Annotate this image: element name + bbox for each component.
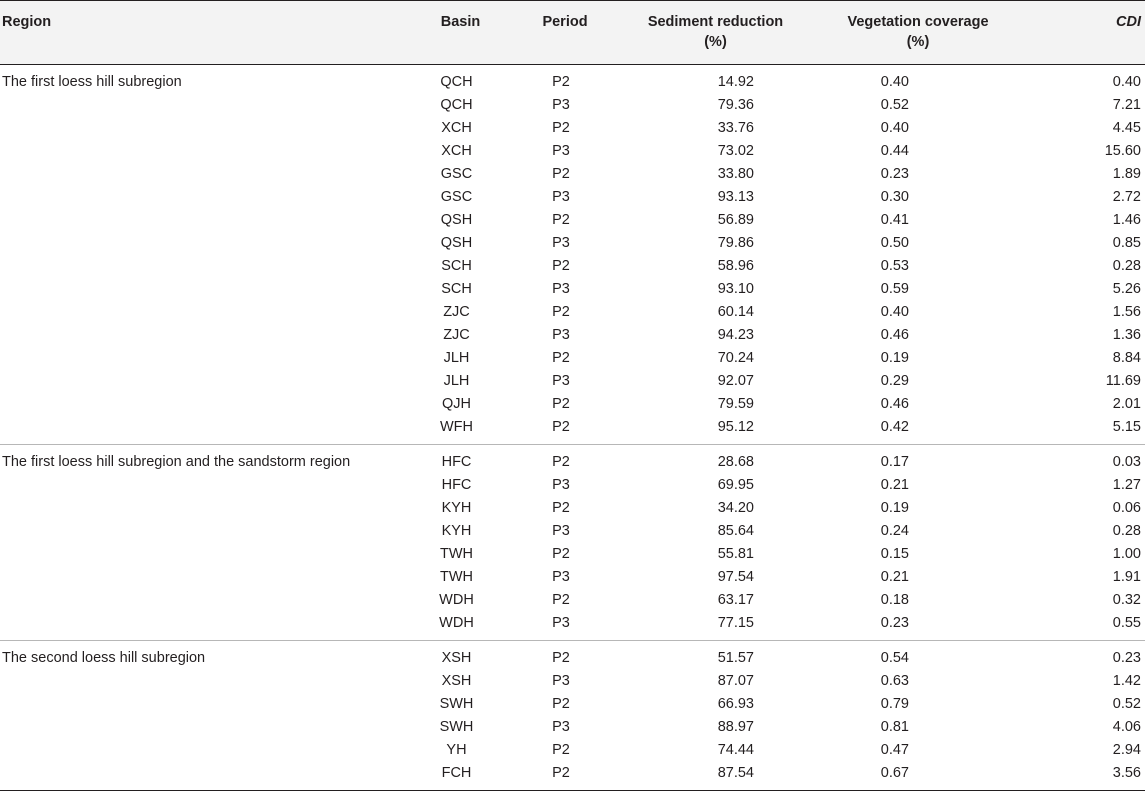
vegetation-coverage-cell: 0.63 <box>880 673 909 689</box>
basin-cell: XSH <box>441 650 472 666</box>
cdi-cell: 1.56 <box>1112 304 1141 320</box>
table-row <box>0 612 1145 641</box>
region-cell <box>0 693 408 716</box>
basin-cell: FCH <box>441 765 472 781</box>
table-row <box>0 232 1145 255</box>
vegetation-coverage-cell: 0.15 <box>880 546 909 562</box>
basin-cell: WDH <box>439 615 474 631</box>
cdi-cell: 0.06 <box>1112 500 1141 516</box>
sediment-reduction-cell: 69.95 <box>717 477 754 493</box>
period-cell: P3 <box>552 327 570 343</box>
basin-cell: JLH <box>443 350 470 366</box>
cdi-cell: 1.42 <box>1112 673 1141 689</box>
region-cell <box>0 186 408 209</box>
cdi-cell: 1.46 <box>1112 212 1141 228</box>
cdi-cell: 5.15 <box>1112 419 1141 435</box>
cdi-cell: 0.55 <box>1112 615 1141 631</box>
basin-cell: GSC <box>440 189 473 205</box>
period-cell: P2 <box>552 765 570 781</box>
vegetation-coverage-cell: 0.53 <box>880 258 909 274</box>
period-cell: P2 <box>552 166 570 182</box>
table-row <box>0 716 1145 739</box>
cdi-cell: 0.28 <box>1112 258 1141 274</box>
region-cell <box>0 497 408 520</box>
sediment-reduction-cell: 79.59 <box>717 396 754 412</box>
vegetation-coverage-cell: 0.21 <box>880 569 909 585</box>
cdi-cell: 0.40 <box>1112 74 1141 90</box>
vegetation-coverage-cell: 0.67 <box>880 765 909 781</box>
table-row <box>0 543 1145 566</box>
period-cell: P2 <box>552 350 570 366</box>
region-cell <box>0 140 408 163</box>
sediment-reduction-cell: 73.02 <box>717 143 754 159</box>
period-cell: P2 <box>552 546 570 562</box>
period-cell: P3 <box>552 615 570 631</box>
cdi-cell: 0.28 <box>1112 523 1141 539</box>
vegetation-coverage-cell: 0.79 <box>880 696 909 712</box>
vegetation-coverage-cell: 0.24 <box>880 523 909 539</box>
vegetation-coverage-cell: 0.52 <box>880 97 909 113</box>
period-cell: P3 <box>552 235 570 251</box>
cdi-cell: 2.72 <box>1112 189 1141 205</box>
vegetation-coverage-cell: 0.41 <box>880 212 909 228</box>
basin-cell: XSH <box>441 673 472 689</box>
vegetation-coverage-cell: 0.19 <box>880 500 909 516</box>
vegetation-coverage-cell: 0.29 <box>880 373 909 389</box>
cdi-cell: 15.60 <box>1104 143 1141 159</box>
vegetation-coverage-cell: 0.17 <box>880 454 909 470</box>
vegetation-coverage-cell: 0.54 <box>880 650 909 666</box>
region-cell <box>0 716 408 739</box>
period-cell: P2 <box>552 592 570 608</box>
basin-cell: QCH <box>440 97 473 113</box>
region-group <box>0 65 1145 445</box>
header-cdi: CDI <box>1116 14 1141 30</box>
sediment-reduction-cell: 14.92 <box>717 74 754 90</box>
cdi-cell: 1.91 <box>1112 569 1141 585</box>
vegetation-coverage-cell: 0.21 <box>880 477 909 493</box>
cdi-cell: 5.26 <box>1112 281 1141 297</box>
period-cell: P3 <box>552 97 570 113</box>
table-row <box>0 117 1145 140</box>
region-cell <box>0 416 408 445</box>
sediment-reduction-cell: 94.23 <box>717 327 754 343</box>
table-row <box>0 163 1145 186</box>
sediment-reduction-cell: 70.24 <box>717 350 754 366</box>
sediment-reduction-cell: 58.96 <box>717 258 754 274</box>
region-cell <box>0 393 408 416</box>
basin-cell: WFH <box>439 419 473 435</box>
header-vegetation-coverage <box>800 1 992 65</box>
sediment-reduction-cell: 56.89 <box>717 212 754 228</box>
table-row <box>0 739 1145 762</box>
cdi-cell: 2.01 <box>1112 396 1141 412</box>
sediment-reduction-cell: 87.07 <box>717 673 754 689</box>
region-cell <box>0 94 408 117</box>
table-row <box>0 393 1145 416</box>
region-cell <box>0 612 408 641</box>
period-cell: P2 <box>552 304 570 320</box>
sediment-reduction-cell: 93.13 <box>717 189 754 205</box>
table-row <box>0 762 1145 791</box>
table-header <box>0 1 1145 65</box>
table-row <box>0 301 1145 324</box>
sediment-reduction-cell: 95.12 <box>717 419 754 435</box>
table-row <box>0 566 1145 589</box>
vegetation-coverage-cell: 0.40 <box>880 120 909 136</box>
table-row <box>0 324 1145 347</box>
period-cell: P3 <box>552 673 570 689</box>
basin-cell: XCH <box>441 120 472 136</box>
cdi-cell: 1.89 <box>1112 166 1141 182</box>
sediment-reduction-cell: 55.81 <box>717 546 754 562</box>
vegetation-coverage-cell: 0.81 <box>880 719 909 735</box>
basin-cell: ZJC <box>443 327 470 343</box>
table-row <box>0 589 1145 612</box>
basin-cell: HFC <box>441 454 472 470</box>
table-row <box>0 520 1145 543</box>
header-period: Period <box>542 14 588 30</box>
region-cell <box>0 739 408 762</box>
cdi-cell: 1.27 <box>1112 477 1141 493</box>
basin-cell: QSH <box>440 235 473 251</box>
period-cell: P3 <box>552 477 570 493</box>
vegetation-coverage-cell: 0.23 <box>880 166 909 182</box>
region-cell <box>0 670 408 693</box>
period-cell: P3 <box>552 719 570 735</box>
sediment-reduction-cell: 97.54 <box>717 569 754 585</box>
period-cell: P2 <box>552 650 570 666</box>
sediment-reduction-cell: 33.76 <box>717 120 754 136</box>
period-cell: P3 <box>552 189 570 205</box>
table-row <box>0 255 1145 278</box>
basin-cell: SCH <box>441 258 472 274</box>
region-cell <box>0 370 408 393</box>
table-row <box>0 474 1145 497</box>
basin-cell: KYH <box>441 500 472 516</box>
region-cell <box>0 232 408 255</box>
period-cell: P2 <box>552 419 570 435</box>
basin-cell: TWH <box>439 569 473 585</box>
header-region: Region <box>2 14 52 30</box>
vegetation-coverage-cell: 0.47 <box>880 742 909 758</box>
region-cell <box>0 347 408 370</box>
cdi-cell: 0.32 <box>1112 592 1141 608</box>
region-cell <box>0 117 408 140</box>
region-cell <box>0 278 408 301</box>
basin-cell: SWH <box>439 719 474 735</box>
period-cell: P2 <box>552 500 570 516</box>
sediment-reduction-cell: 87.54 <box>717 765 754 781</box>
header-sediment-line2: (%) <box>704 34 727 50</box>
period-cell: P2 <box>552 212 570 228</box>
cdi-cell: 11.69 <box>1105 373 1141 389</box>
region-cell <box>0 762 408 791</box>
period-cell: P2 <box>552 454 570 470</box>
table-row <box>0 140 1145 163</box>
cdi-cell: 0.85 <box>1112 235 1141 251</box>
vegetation-coverage-cell: 0.40 <box>880 304 909 320</box>
region-cell <box>0 324 408 347</box>
header-row <box>0 1 1145 65</box>
table-row <box>0 670 1145 693</box>
period-cell: P3 <box>552 373 570 389</box>
cdi-cell: 0.52 <box>1112 696 1141 712</box>
cdi-cell: 4.06 <box>1112 719 1141 735</box>
basin-cell: YH <box>446 742 467 758</box>
sediment-reduction-cell: 77.15 <box>717 615 754 631</box>
table-row <box>0 416 1145 445</box>
cdi-cell: 1.00 <box>1112 546 1141 562</box>
sediment-reduction-cell: 60.14 <box>717 304 754 320</box>
table-row <box>0 278 1145 301</box>
region-group <box>0 445 1145 641</box>
period-cell: P2 <box>552 742 570 758</box>
sediment-reduction-cell: 66.93 <box>717 696 754 712</box>
sediment-reduction-cell: 92.07 <box>717 373 754 389</box>
cdi-cell: 7.21 <box>1112 97 1141 113</box>
region-cell: The first loess hill subregion and the sandstorm region <box>2 454 351 470</box>
sediment-reduction-cell: 51.57 <box>717 650 754 666</box>
vegetation-coverage-cell: 0.44 <box>880 143 909 159</box>
table-row <box>0 641 1145 671</box>
header-sediment-line1: Sediment reduction <box>647 14 784 30</box>
cdi-cell: 0.23 <box>1112 650 1141 666</box>
sediment-reduction-cell: 85.64 <box>717 523 754 539</box>
cdi-cell: 3.56 <box>1112 765 1141 781</box>
sediment-reduction-cell: 33.80 <box>717 166 754 182</box>
table-row <box>0 65 1145 95</box>
region-cell <box>0 589 408 612</box>
period-cell: P2 <box>552 396 570 412</box>
region-group <box>0 641 1145 791</box>
vegetation-coverage-cell: 0.40 <box>880 74 909 90</box>
header-vegetation-line1: Vegetation coverage <box>847 14 989 30</box>
vegetation-coverage-cell: 0.30 <box>880 189 909 205</box>
table-row <box>0 693 1145 716</box>
header-sediment-reduction <box>617 1 800 65</box>
period-cell: P2 <box>552 696 570 712</box>
sediment-reduction-cell: 34.20 <box>717 500 754 516</box>
basin-cell: QCH <box>440 74 473 90</box>
vegetation-coverage-cell: 0.46 <box>880 327 909 343</box>
region-cell <box>0 255 408 278</box>
sediment-reduction-cell: 79.86 <box>717 235 754 251</box>
header-vegetation-line2: (%) <box>906 34 930 50</box>
region-cell <box>0 209 408 232</box>
sediment-reduction-cell: 28.68 <box>717 454 754 470</box>
basin-cell: WDH <box>439 592 474 608</box>
header-basin: Basin <box>440 14 481 30</box>
table-row <box>0 370 1145 393</box>
table-row <box>0 497 1145 520</box>
period-cell: P2 <box>552 258 570 274</box>
basin-cell: JLH <box>443 373 470 389</box>
period-cell: P3 <box>552 281 570 297</box>
cdi-cell: 4.45 <box>1112 120 1141 136</box>
region-cell: The second loess hill subregion <box>2 650 206 666</box>
region-cell <box>0 163 408 186</box>
cdi-cell: 8.84 <box>1112 350 1141 366</box>
table-row <box>0 186 1145 209</box>
basin-cell: QJH <box>442 396 471 412</box>
basin-cell: QSH <box>440 212 473 228</box>
cdi-cell: 1.36 <box>1112 327 1141 343</box>
sediment-reduction-cell: 79.36 <box>717 97 754 113</box>
basin-cell: SWH <box>439 696 474 712</box>
basin-cell: SCH <box>441 281 472 297</box>
sediment-reduction-cell: 88.97 <box>717 719 754 735</box>
table-row <box>0 347 1145 370</box>
period-cell: P3 <box>552 569 570 585</box>
period-cell: P2 <box>552 74 570 90</box>
table-row <box>0 445 1145 475</box>
period-cell: P3 <box>552 523 570 539</box>
sediment-reduction-cell: 63.17 <box>717 592 754 608</box>
vegetation-coverage-cell: 0.42 <box>880 419 909 435</box>
vegetation-coverage-cell: 0.46 <box>880 396 909 412</box>
vegetation-coverage-cell: 0.18 <box>880 592 909 608</box>
region-cell <box>0 566 408 589</box>
vegetation-coverage-cell: 0.23 <box>880 615 909 631</box>
period-cell: P3 <box>552 143 570 159</box>
basin-cell: ZJC <box>443 304 470 320</box>
table-row <box>0 209 1145 232</box>
table-row <box>0 94 1145 117</box>
region-cell <box>0 474 408 497</box>
period-cell: P2 <box>552 120 570 136</box>
vegetation-coverage-cell: 0.50 <box>880 235 909 251</box>
cdi-cell: 2.94 <box>1112 742 1141 758</box>
basin-cell: GSC <box>440 166 473 182</box>
basin-cell: HFC <box>441 477 472 493</box>
sediment-reduction-cell: 93.10 <box>717 281 754 297</box>
vegetation-coverage-cell: 0.19 <box>880 350 909 366</box>
region-cell: The first loess hill subregion <box>2 74 182 90</box>
region-cell <box>0 520 408 543</box>
region-cell <box>0 301 408 324</box>
cdi-cell: 0.03 <box>1112 454 1141 470</box>
basin-cell: TWH <box>439 546 473 562</box>
basin-cell: KYH <box>441 523 472 539</box>
region-cell <box>0 543 408 566</box>
sediment-reduction-cell: 74.44 <box>717 742 754 758</box>
basin-cell: XCH <box>441 143 472 159</box>
vegetation-coverage-cell: 0.59 <box>880 281 909 297</box>
